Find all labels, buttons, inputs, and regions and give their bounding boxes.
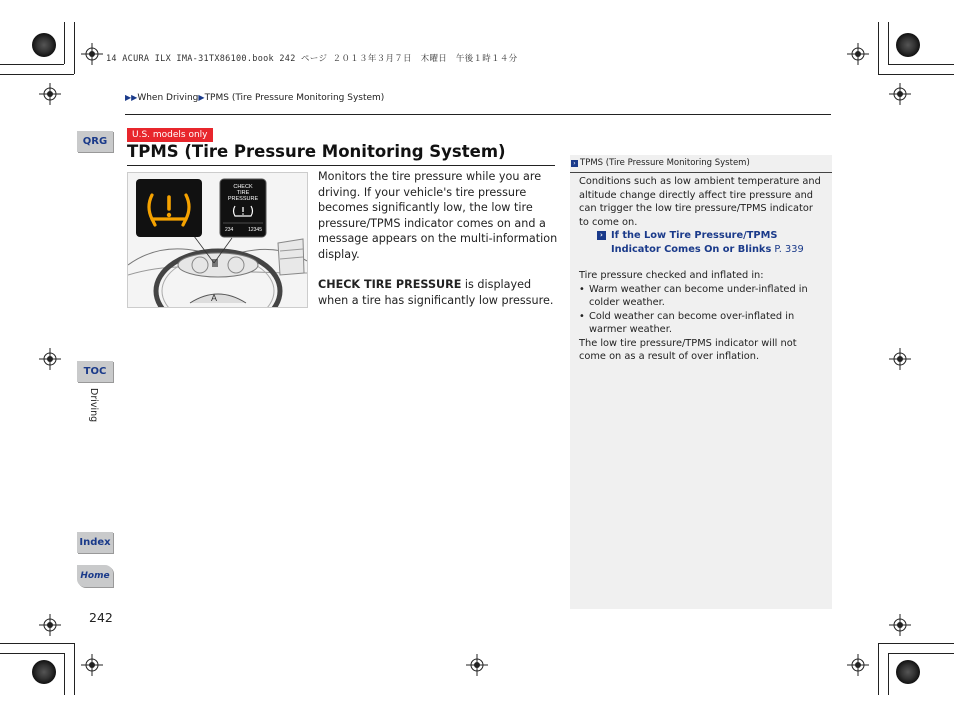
home-button[interactable]: Home [77,565,113,587]
registration-dial-icon [32,33,56,57]
display-text-line2: TIRE [236,190,250,196]
crop-mark [64,22,65,64]
breadcrumb-level1[interactable]: When Driving [137,93,199,103]
crosshair-icon [39,348,61,370]
xref-arrow-icon: › [597,231,606,240]
registration-dial-icon [896,660,920,684]
header-rule [125,114,831,115]
crosshair-icon [847,43,869,65]
page-title: TPMS (Tire Pressure Monitoring System) [127,142,506,161]
sidebar-paragraph: Tire pressure checked and inflated in: [579,270,764,281]
crop-mark [878,74,954,75]
crosshair-icon [847,654,869,676]
sidebar-paragraph: The low tire pressure/TPMS indicator will not come on as a result of over inflation. [579,337,797,362]
display-odo-left: 234 [225,227,234,233]
xref-page[interactable]: P. 339 [771,243,804,255]
crop-mark [888,653,954,654]
crosshair-icon [81,43,103,65]
note-arrow-icon: › [571,160,578,167]
crosshair-icon [466,654,488,676]
crop-mark [0,653,64,654]
section-label: Driving [88,388,99,423]
crosshair-icon [889,614,911,636]
breadcrumb-arrow-icon: ▶ [198,93,205,102]
xref-text[interactable]: If the Low Tire Pressure/TPMS Indicator Comes On or Blinks [611,230,778,255]
sidebar-paragraph: Conditions such as low ambient temperature and altitude change directly affect tire pressure and can trigger the low tire pressure/TPMS indicator to come on. [579,176,821,228]
crop-mark [888,22,889,64]
qrg-tab[interactable]: QRG [77,131,113,152]
body-paragraph: Monitors the tire pressure while you are driving. If your vehicle's tire pressure becomes significantly low, the low tire pressure/TPMS indicator comes on and a message appears on the multi-information display. [318,170,558,261]
crosshair-icon [81,654,103,676]
index-tab[interactable]: Index [77,532,113,553]
display-text-line1: CHECK [233,184,253,190]
svg-text:A: A [211,293,218,303]
title-rule [127,165,555,166]
print-header: 14 ACURA ILX IMA-31TX86100.book 242 ページ ２０１３年３月７日 木曜日 午後１時１４分 [106,54,518,64]
crop-mark [878,22,879,74]
crop-mark [878,643,879,695]
sidebar-heading [570,155,832,173]
breadcrumb-level2[interactable]: TPMS (Tire Pressure Monitoring System) [204,93,385,103]
dashboard-illustration [127,172,308,308]
display-text-line3: PRESSURE [227,196,259,202]
sidebar-body [579,175,825,364]
cross-reference-link[interactable] [597,229,825,256]
model-badge: U.S. models only [127,128,213,142]
crop-mark [74,22,75,74]
crop-mark [888,64,954,65]
crosshair-icon [889,348,911,370]
sidebar-heading-text: TPMS (Tire Pressure Monitoring System) [580,158,750,168]
sidebar-bullet: • Cold weather can become over-inflated in warmer weather. [579,310,825,337]
registration-dial-icon [896,33,920,57]
crop-mark [0,643,74,644]
crosshair-icon [39,614,61,636]
page-number: 242 [89,610,113,625]
main-body [318,169,558,323]
crosshair-icon [39,83,61,105]
body-text: is displayed when a tire has significantly low pressure. [318,278,554,307]
body-paragraph [318,277,558,308]
breadcrumb [125,93,384,103]
crop-mark [878,643,954,644]
crop-mark [0,74,74,75]
crop-mark [64,653,65,695]
breadcrumb-arrow-icon: ▶▶ [125,93,138,102]
crosshair-icon [889,83,911,105]
toc-tab[interactable]: TOC [77,361,113,382]
check-tire-pressure-term: CHECK TIRE PRESSURE [318,278,462,291]
registration-dial-icon [32,660,56,684]
crop-mark [74,643,75,695]
crop-mark [0,64,64,65]
display-odo-right: 12345 [248,227,262,233]
crop-mark [888,653,889,695]
sidebar-note [570,155,832,609]
sidebar-bullet: • Warm weather can become under-inflated in colder weather. [579,283,825,310]
